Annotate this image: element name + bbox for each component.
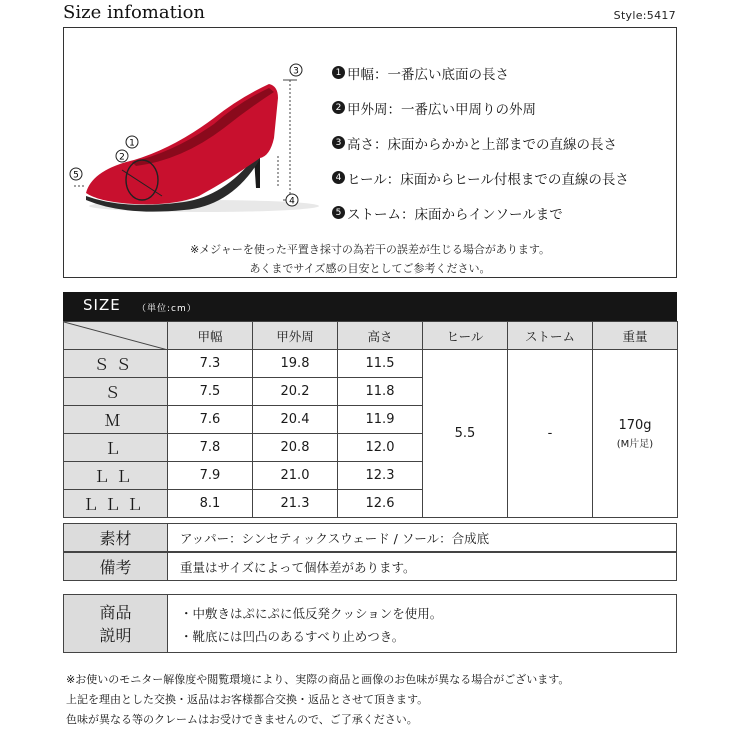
legend-item-storm: [332, 195, 629, 230]
column-header-height: 高さ: [338, 322, 423, 350]
measurement-note-2: あくまでサイズ感の目安としてご参考ください。: [249, 262, 491, 275]
girth-cell: 20.4: [253, 406, 338, 434]
legend-number: 4: [332, 171, 345, 184]
girth-cell: 20.2: [253, 378, 338, 406]
height-cell: 12.0: [338, 434, 423, 462]
size-table-header-row: [64, 322, 678, 350]
legend-number: 2: [332, 101, 345, 114]
legend-text: ストーム：床面からインソールまで: [347, 206, 563, 223]
marker-4: [286, 194, 298, 207]
girth-cell: 19.8: [253, 350, 338, 378]
legend-text: 甲外周：一番広い甲周りの外周: [347, 101, 536, 118]
legend-number: 5: [332, 206, 345, 219]
product-label-line: 説明: [99, 625, 132, 645]
width-cell: 7.9: [168, 462, 253, 490]
legend-item-girth: [332, 90, 629, 125]
diagonal-line: [64, 322, 168, 350]
disclaimer-line: 色味が異なる等のクレームはお受けできませんので、ご了承ください。: [66, 713, 418, 726]
size-label: Ｌ: [64, 434, 168, 462]
legend-number: 1: [332, 66, 345, 79]
disclaimer-line: ※お使いのモニター解像度や閲覧環境により、実際の商品と画像のお色味が異なる場合がございます。: [66, 673, 570, 686]
shoe-illustration: [64, 28, 329, 240]
product-description-label: [64, 595, 168, 652]
weight-note: (M片足): [616, 438, 654, 450]
style-number: Style:5417: [613, 9, 676, 22]
product-description-text: [180, 602, 442, 648]
product-description-row: [63, 594, 677, 653]
width-cell: 7.5: [168, 378, 253, 406]
svg-text:3: 3: [293, 66, 299, 77]
size-label: Ｍ: [64, 406, 168, 434]
size-label: ＬＬ: [64, 462, 168, 490]
legend-text: 高さ：床面からかかと上部までの直線の長さ: [347, 136, 617, 153]
measurement-legend: [332, 55, 629, 230]
remarks-value: 重量はサイズによって個体差があります。: [180, 559, 416, 575]
legend-item-width: [332, 55, 629, 90]
girth-cell: 21.0: [253, 462, 338, 490]
table-corner-cell: [64, 322, 168, 350]
heel-cell: 5.5: [423, 350, 508, 518]
legend-number: 3: [332, 136, 345, 149]
svg-text:2: 2: [119, 152, 125, 163]
weight-cell: [593, 350, 678, 518]
disclaimer-line: 上記を理由とした交換・返品はお客様都合交換・返品とさせて頂きます。: [66, 693, 429, 706]
height-cell: 11.9: [338, 406, 423, 434]
legend-item-height: [332, 125, 629, 160]
column-header-width: 甲幅: [168, 322, 253, 350]
girth-cell: 21.3: [253, 490, 338, 518]
product-feature: ・靴底には凹凸のあるすべり止めつき。: [180, 629, 405, 644]
column-header-weight: 重量: [593, 322, 678, 350]
storm-cell: -: [508, 350, 593, 518]
size-section-title: SIZE: [83, 296, 121, 314]
material-value: アッパー：シンセティックスウェード / ソール：合成底: [180, 530, 490, 546]
svg-text:1: 1: [129, 138, 135, 149]
height-cell: 11.8: [338, 378, 423, 406]
marker-5: [70, 168, 82, 181]
page-title: Size infomation: [63, 2, 206, 23]
material-row: [63, 523, 677, 552]
size-label: ＳＳ: [64, 350, 168, 378]
product-label-line: 商品: [99, 602, 132, 622]
disclaimer-footer: [66, 670, 569, 730]
size-label: ＬＬＬ: [64, 490, 168, 518]
column-header-girth: 甲外周: [253, 322, 338, 350]
size-label: Ｓ: [64, 378, 168, 406]
marker-1: [126, 136, 138, 149]
height-cell: 12.3: [338, 462, 423, 490]
svg-text:5: 5: [73, 170, 79, 181]
height-cell: 12.6: [338, 490, 423, 518]
column-header-storm: ストーム: [508, 322, 593, 350]
height-cell: 11.5: [338, 350, 423, 378]
width-cell: 7.3: [168, 350, 253, 378]
size-table: [63, 321, 678, 518]
svg-text:4: 4: [289, 196, 295, 207]
width-cell: 8.1: [168, 490, 253, 518]
marker-3: [290, 64, 302, 77]
marker-2: [116, 150, 128, 163]
remarks-row: [63, 552, 677, 581]
table-row: [64, 350, 678, 378]
width-cell: 7.8: [168, 434, 253, 462]
weight-value: 170g: [618, 417, 652, 433]
remarks-label: 備考: [64, 553, 168, 580]
product-feature: ・中敷きはぷにぷに低反発クッションを使用。: [180, 606, 443, 621]
size-diagram-panel: [63, 27, 677, 278]
legend-text: 甲幅：一番広い底面の長さ: [347, 66, 509, 83]
measurement-note: ※メジャーを使った平置き採寸の為若干の誤差が生じる場合があります。: [189, 243, 551, 256]
column-header-heel: ヒール: [423, 322, 508, 350]
girth-cell: 20.8: [253, 434, 338, 462]
size-unit-label: （単位:cm）: [137, 304, 197, 314]
legend-text: ヒール：床面からヒール付根までの直線の長さ: [347, 171, 629, 188]
width-cell: 7.6: [168, 406, 253, 434]
legend-item-heel: [332, 160, 629, 195]
size-section-header: [63, 292, 677, 321]
material-label: 素材: [64, 524, 168, 551]
